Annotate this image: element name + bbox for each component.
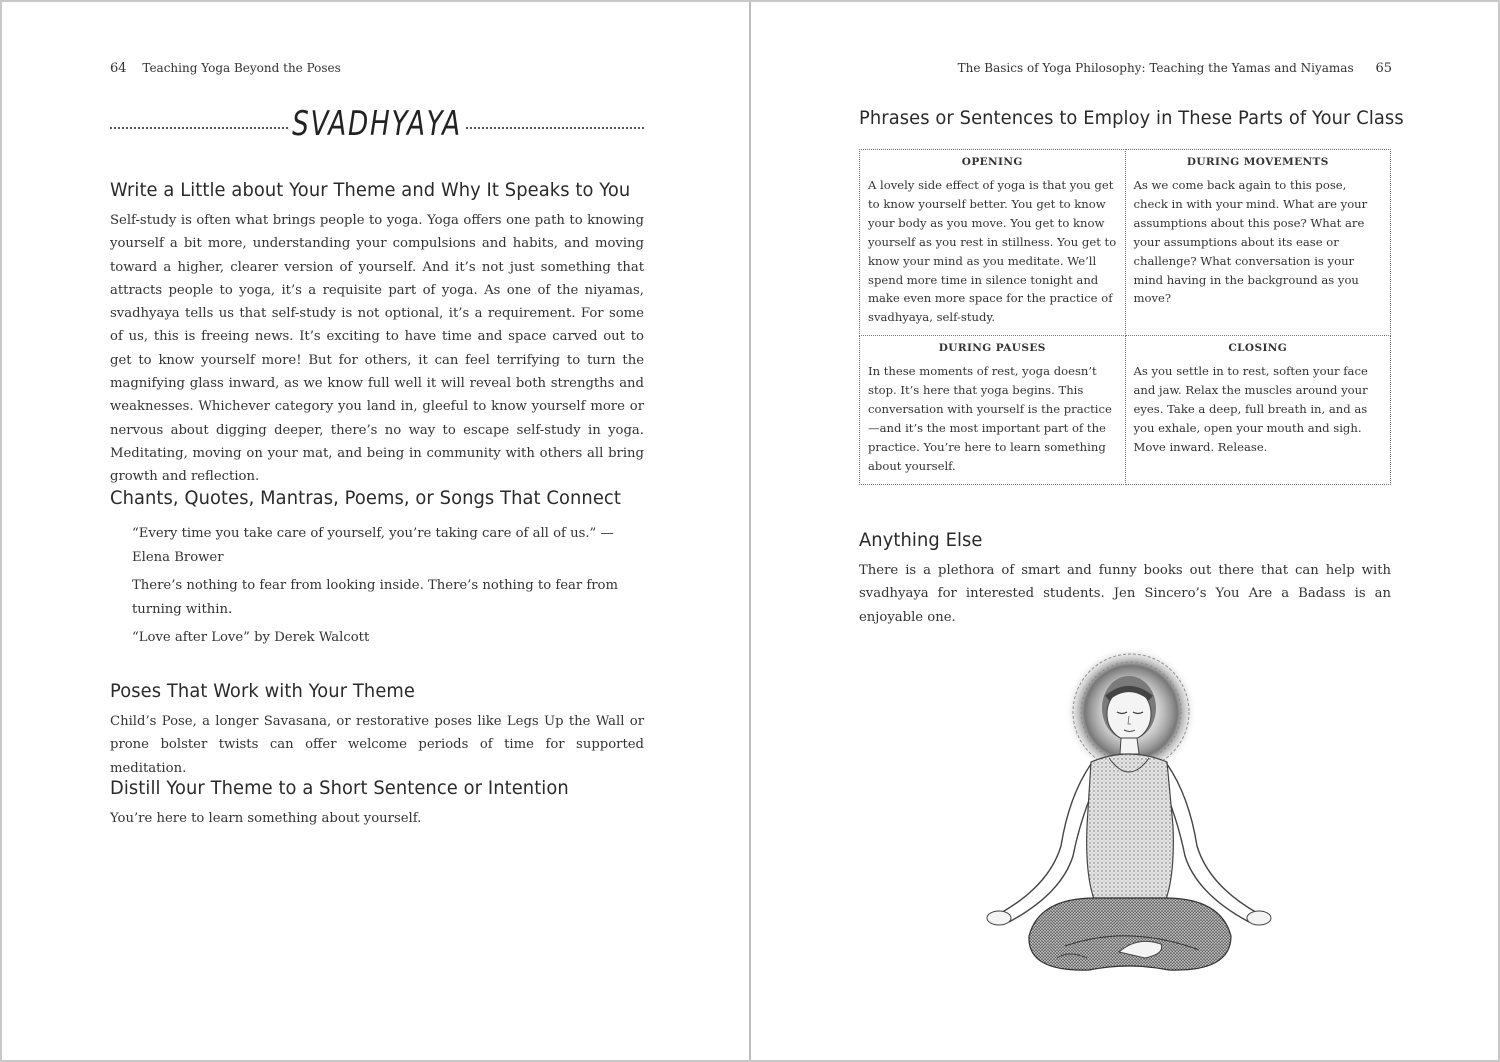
running-head-text: Teaching Yoga Beyond the Poses — [142, 61, 341, 75]
chapter-title: SVADHYAYA — [292, 104, 462, 144]
section-heading: Write a Little about Your Theme and Why It Speaks to You — [110, 179, 631, 201]
right-running-head — [958, 61, 1392, 76]
quote-item: “Love after Love” by Derek Walcott — [132, 630, 370, 645]
cell-text: A lovely side effect of yoga is that you get to know yourself better. You get to know your body as you move. You get to know yourself as you rest in stillness. You get to know your mind as you meditate. We’ll spend more time in silence tonight and make even more space for the practice of svadhyaya, self-study. — [868, 178, 1117, 325]
cell-label: CLOSING — [1228, 342, 1288, 355]
anything-else-body: There is a plethora of smart and funny books out there that can help with svadhyaya for interested students. Jen Sincero’s You Are a Badass is an enjoyable one. — [859, 563, 1391, 625]
phrases-table — [859, 149, 1391, 485]
section-body: Self-study is often what brings people to yoga. Yoga offers one path to knowing yourself a bit more, understanding your compulsions and habits, and moving toward a higher, clearer version of yourself. And it’s not just something that attracts people to yoga, it’s a requisite part of yoga. As one of the niyamas, svadhyaya tells us that self-study is not optional, it’s a requirement. For some of us, this is freeing news. It’s exciting to have time and space carved out to get to know yourself more! But for others, it can feel terrifying to turn the magnifying glass inward, as we know full well it will reveal both strengths and weaknesses. Whichever category you land in, gleeful to know yourself more or nervous about digging deeper, there’s no way to escape self-study in yoga. Meditating, moving on your mat, and being in community with others all bring growth and reflection. — [110, 213, 644, 485]
section-heading: Distill Your Theme to a Short Sentence or Intention — [110, 777, 569, 799]
cell-text: As you settle in to rest, soften your face and jaw. Relax the muscles around your eyes. Take a deep, full breath in, and as you exhale, open your mouth and sigh. Move inward. Release. — [1133, 364, 1368, 454]
page-number: 64 — [110, 61, 127, 76]
cell-label: OPENING — [961, 156, 1023, 168]
anything-else-heading: Anything Else — [859, 529, 983, 551]
table-cell-opening — [860, 150, 1126, 336]
cell-text: In these moments of rest, yoga doesn’t stop. It’s here that yoga begins. This conversation with yourself is the practice—and it’s the most important part of the practice. You’re here to learn something about yourself. — [868, 364, 1112, 473]
page-number: 65 — [1375, 61, 1392, 76]
running-head-text: The Basics of Yoga Philosophy: Teaching the Yamas and Niyamas — [957, 61, 1354, 75]
table-cell-during-movements — [1125, 150, 1391, 336]
meditating-woman-icon — [969, 646, 1289, 986]
quote-item: There’s nothing to fear from looking inside. There’s nothing to fear from turning within. — [132, 578, 619, 617]
phrases-heading: Phrases or Sentences to Employ in These Parts of Your Class — [859, 107, 1404, 129]
cell-label: DURING PAUSES — [938, 342, 1046, 355]
quote-item: “Every time you take care of yourself, you’re taking care of all of us.” —Elena Brower — [132, 526, 614, 565]
dotted-rule-right — [466, 127, 644, 129]
left-page — [2, 2, 749, 1060]
section-heading: Poses That Work with Your Theme — [110, 680, 415, 702]
cell-label: DURING MOVEMENTS — [1186, 156, 1329, 168]
book-spread — [2, 2, 1498, 1060]
cell-text: As we come back again to this pose, check in with your mind. What are your assumptions about this pose? What are your assumptions about its ease or challenge? What conversation is your mind having in the background as you move? — [1133, 178, 1368, 306]
section-body: You’re here to learn something about yourself. — [110, 811, 422, 826]
table-cell-during-pauses — [860, 336, 1126, 484]
chapter-heading — [110, 102, 644, 152]
table-cell-closing — [1125, 336, 1391, 484]
right-page — [751, 2, 1498, 1060]
left-running-head — [110, 61, 341, 76]
section-heading: Chants, Quotes, Mantras, Poems, or Songs That Connect — [110, 487, 621, 509]
section-body: Child’s Pose, a longer Savasana, or restorative poses like Legs Up the Wall or prone bolster twists can offer welcome periods of time for supported meditation. — [110, 714, 644, 776]
